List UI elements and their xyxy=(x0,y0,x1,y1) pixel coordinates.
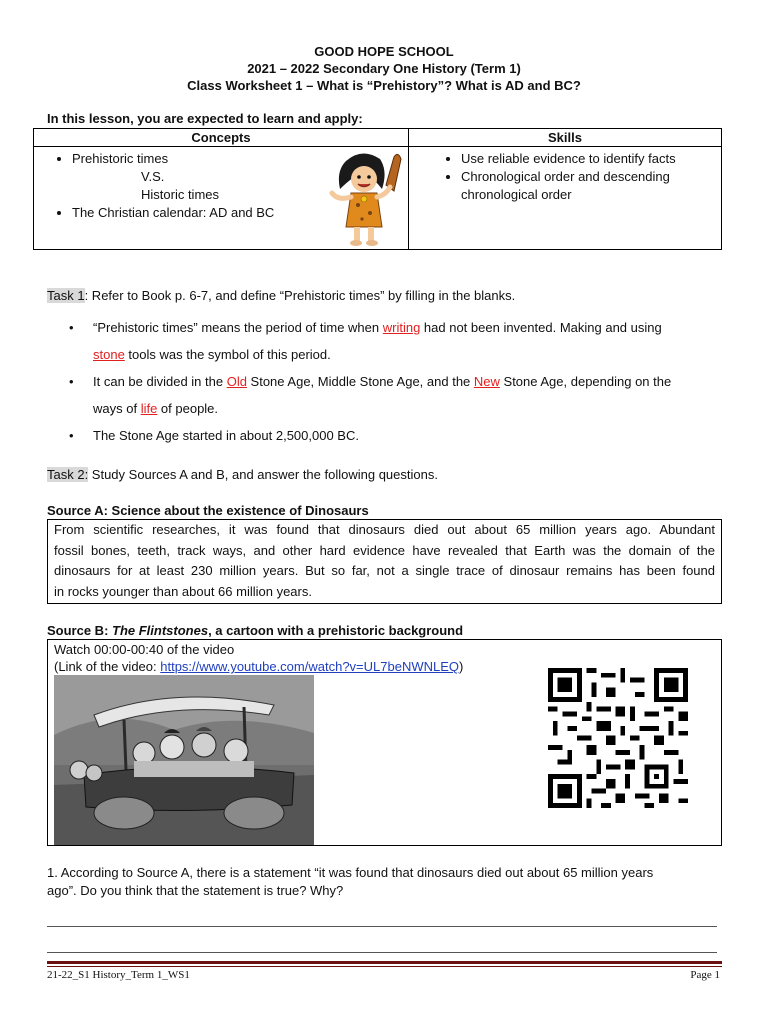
concept-prehistoric: • Prehistoric times xyxy=(72,150,408,168)
source-b-title-italic: The Flintstones xyxy=(112,623,209,638)
task1-b1-text-c: tools was the symbol of this period. xyxy=(124,347,331,362)
task2-instruction: Study Sources A and B, and answer the following questions. xyxy=(88,467,438,482)
skills-list xyxy=(409,150,721,204)
school-name: GOOD HOPE SCHOOL xyxy=(314,44,454,59)
task1-b2-text-e: of people. xyxy=(157,401,219,416)
source-a-line-4: in rocks younger than about 66 million years. xyxy=(54,583,312,599)
concepts-skills-table xyxy=(33,128,722,250)
task1-b2-text-a: It can be divided in the xyxy=(93,374,227,389)
course-title: 2021 – 2022 Secondary One History (Term 1) xyxy=(247,61,521,76)
task1-b1-text-a: “Prehistoric times” means the period of time when xyxy=(93,320,383,335)
question-1 xyxy=(47,864,653,900)
answer-new: New xyxy=(473,374,500,389)
qr-code-icon xyxy=(544,668,692,808)
intro-text: In this lesson, you are expected to learn and apply: xyxy=(47,111,363,126)
source-b-title xyxy=(47,623,463,638)
source-a-line-1: From scientific researches, it was found that dinosaurs died out about 65 million years ago. Abundant xyxy=(54,522,715,537)
task1-instruction: : Refer to Book p. 6-7, and define “Prehistoric times” by filling in the blanks. xyxy=(84,288,516,303)
link-prefix: (Link of the video: xyxy=(54,659,161,674)
task1-b2-text-d: ways of xyxy=(93,401,141,416)
footer-rule-thin xyxy=(47,966,722,967)
worksheet-title: Class Worksheet 1 – What is “Prehistory”? What is AD and BC? xyxy=(187,78,581,93)
question-1-line-2: ago”. Do you think that the statement is true? Why? xyxy=(47,883,344,898)
source-b-title-prefix: Source B: xyxy=(47,623,113,638)
skill-chronological: • Chronological order and descending chronological order xyxy=(461,168,721,204)
answer-writing: writing xyxy=(382,320,421,335)
task1-b2-text-c: Stone Age, depending on the xyxy=(499,374,672,389)
concept-vs: V.S. xyxy=(141,169,165,184)
footer-doc-id: 21-22_S1 History_Term 1_WS1 xyxy=(47,969,190,981)
answer-old: Old xyxy=(226,374,247,389)
footer-rule-thick xyxy=(47,961,722,964)
answer-stone: stone xyxy=(93,347,125,362)
skill-evidence: • Use reliable evidence to identify facts xyxy=(461,150,721,168)
answer-life: life xyxy=(140,401,158,416)
source-a-title: Source A: Science about the existence of Dinosaurs xyxy=(47,503,369,518)
source-a-box xyxy=(47,519,722,604)
task1-b1-text-b: had not been invented. Making and using xyxy=(420,320,662,335)
concept-historic: Historic times xyxy=(141,187,220,202)
flintstones-photo xyxy=(54,675,314,845)
skills-header: Skills xyxy=(409,129,722,147)
task1-label: Task 1 xyxy=(47,288,85,303)
link-suffix: ) xyxy=(459,659,464,674)
task2-heading xyxy=(47,467,438,482)
task1-heading xyxy=(47,288,515,303)
concepts-header: Concepts xyxy=(34,129,409,147)
caveman-icon xyxy=(324,149,406,249)
video-link[interactable]: https://www.youtube.com/watch?v=UL7beNWNLEQ xyxy=(160,659,460,674)
source-b-title-suffix: , a cartoon with a prehistoric background xyxy=(208,623,464,638)
task1-bullets: • “Prehistoric times” means the period of time when writing had not been invented. Making and using stone tools was the symbol of this period. • It can be divided in the Old Stone Age, Middle Stone Age, and the New Stone Age, depending on the ways of life of people. • The Stone Age started in about 2,500,000 BC. xyxy=(69,320,672,443)
question-1-line-1: 1. According to Source A, there is a statement “it was found that dinosaurs died out about 65 million years xyxy=(47,865,654,880)
task1-b2-text-b: Stone Age, Middle Stone Age, and the xyxy=(246,374,474,389)
source-b-watch: Watch 00:00-00:40 of the video xyxy=(54,642,235,657)
source-a-line-2: fossil bones, teeth, track ways, and other hard evidence have revealed that Earth was the domain of the xyxy=(54,542,715,558)
source-b-box xyxy=(47,639,722,846)
answer-line-2[interactable] xyxy=(47,952,717,953)
source-a-line-3: dinosaurs for at least 230 million years. But so far, not a single trace of dinosaur remains has been found xyxy=(54,563,715,578)
task2-label: Task 2: xyxy=(47,467,89,482)
answer-line-1[interactable] xyxy=(47,926,717,927)
source-b-link-line xyxy=(54,658,463,675)
task1-b3-text: The Stone Age started in about 2,500,000 BC. xyxy=(93,428,359,443)
footer-page-number: Page 1 xyxy=(690,969,720,981)
concept-calendar: • The Christian calendar: AD and BC xyxy=(72,204,408,222)
